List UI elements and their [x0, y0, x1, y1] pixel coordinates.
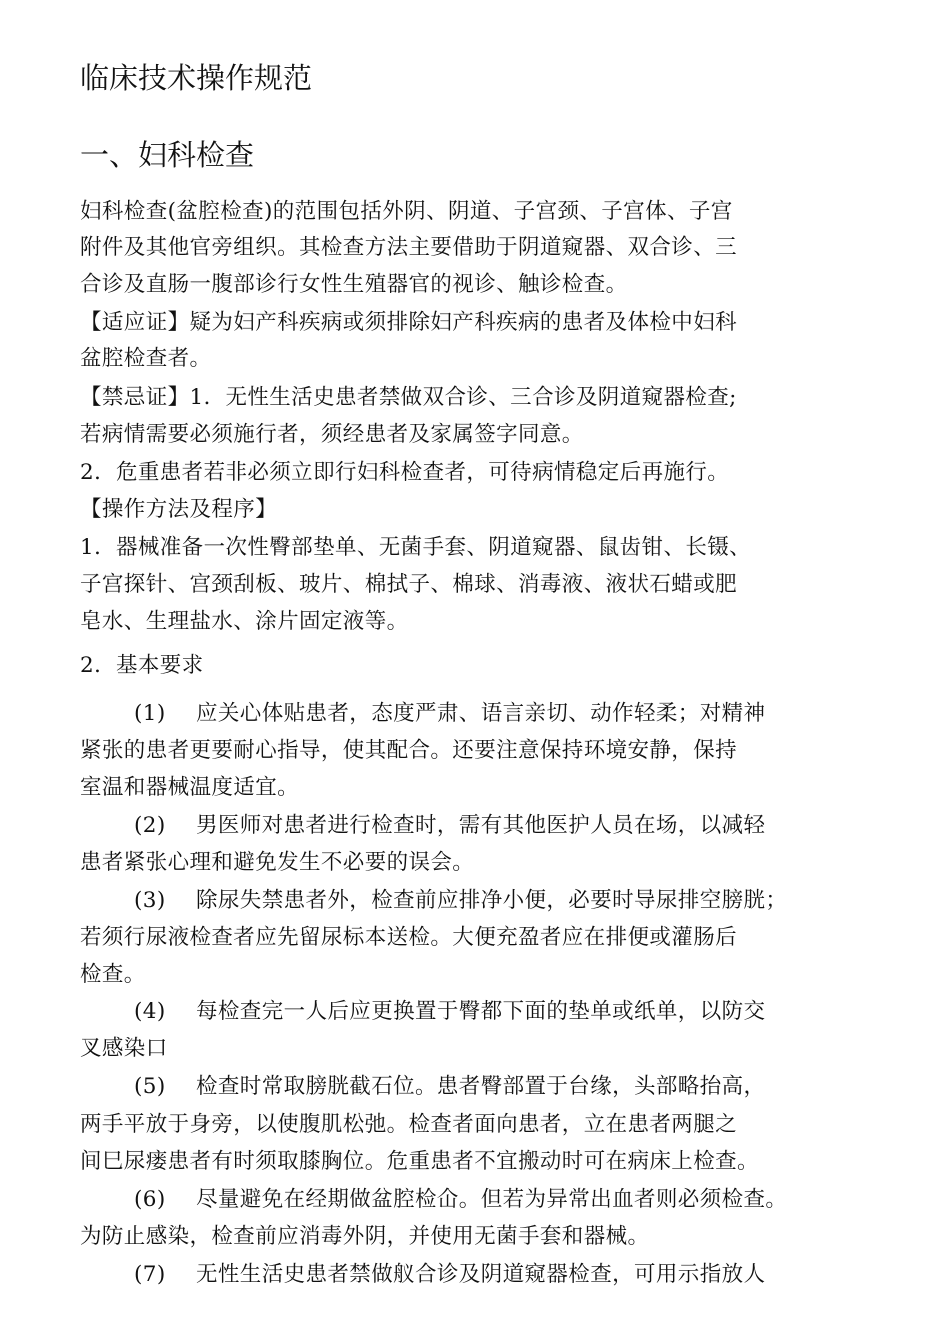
list-item	[134, 1072, 765, 1102]
paragraph-line: 合诊及直肠一腹部诊行女性生殖器官的视诊、触诊检查。	[80, 272, 628, 297]
list-item	[134, 1260, 765, 1290]
list-item-line: 检查。	[80, 962, 146, 987]
list-item	[134, 1185, 787, 1215]
list-item-number: (2)	[134, 813, 166, 838]
list-item-number: (7)	[134, 1262, 166, 1287]
list-item-number: (6)	[134, 1187, 166, 1212]
list-item-line: 紧张的患者更要耐心指导，使其配合。还要注意保持环境安静，保持	[80, 738, 738, 763]
list-item-text: 检查时常取膀胱截石位。患者臀部置于台缘，头部略抬高，	[196, 1074, 766, 1099]
paragraph-line: 附件及其他官旁组织。其检查方法主要借助于阴道窥器、双合诊、三	[80, 235, 738, 260]
procedure-line: 2．基本要求	[80, 653, 204, 678]
list-item-text: 除尿失禁患者外，检查前应排净小便，必要时导尿排空膀胱；	[196, 888, 788, 913]
procedure-line: 皂水、生理盐水、涂片固定液等。	[80, 609, 409, 634]
procedure-line: 子宫探针、宫颈刮板、玻片、棉拭子、棉球、消毒液、液状石蜡或肥	[80, 572, 738, 597]
list-item-number: (4)	[134, 999, 166, 1024]
indications-line: 盆腔检查者。	[80, 346, 212, 371]
document-title: 临床技术操作规范	[80, 61, 313, 95]
list-item-number: (5)	[134, 1074, 166, 1099]
list-item	[134, 811, 765, 841]
procedure-line: 1．器械准备一次性臀部垫单、无菌手套、阴道窥器、鼠齿钳、长镊、	[80, 535, 752, 560]
list-item-line: 患者紧张心理和避免发生不必要的误会。	[80, 850, 475, 875]
list-item-text: 每检查完一人后应更换置于臀都下面的垫单或纸单，以防交	[196, 999, 766, 1024]
list-item	[134, 699, 765, 729]
contraindications-line: 若病情需要必须施行者，须经患者及家属签字同意。	[80, 422, 584, 447]
contraindications-line: 2．危重患者若非必须立即行妇科检查者，可待病情稳定后再施行。	[80, 460, 730, 485]
section-title: 一、妇科检查	[80, 138, 255, 172]
list-item-line: 间巳尿瘘患者有时须取膝胸位。危重患者不宜搬动时可在病床上检查。	[80, 1149, 759, 1174]
list-item-text: 应关心体贴患者，态度严肃、语言亲切、动作轻柔；对精神	[196, 701, 766, 726]
list-item-line: 两手平放于身旁，以使腹肌松弛。检查者面向患者，立在患者两腿之	[80, 1112, 738, 1137]
procedure-heading: 【操作方法及程序】	[80, 497, 278, 522]
list-item	[134, 886, 787, 916]
contraindications-line: 【禁忌证】1．无性生活史患者禁做双合诊、三合诊及阴道窥器检查;	[80, 385, 737, 410]
list-item-text: 男医师对患者进行检查时，需有其他医护人员在场，以减轻	[196, 813, 766, 838]
list-item-line: 叉感染口	[80, 1036, 168, 1061]
list-item-text: 无性生活史患者禁做舣合诊及阴道窥器检查，可用示指放人	[196, 1262, 766, 1287]
list-item-line: 为防止感染，检查前应消毒外阴，并使用无菌手套和器械。	[80, 1224, 650, 1249]
list-item-line: 若须行尿液检查者应先留尿标本送检。大便充盈者应在排便或灌肠后	[80, 925, 738, 950]
list-item	[134, 997, 765, 1027]
list-item-number: (3)	[134, 888, 166, 913]
list-item-text: 尽量避免在经期做盆腔检仚。但若为异常出血者则必须检查。	[196, 1187, 788, 1212]
list-item-line: 室温和器械温度适宜。	[80, 775, 300, 800]
list-item-number: (1)	[134, 701, 166, 726]
indications-line: 【适应证】疑为妇产科疾病或须排除妇产科疾病的患者及体检中妇科	[80, 310, 738, 335]
paragraph-line: 妇科检查(盆腔检查)的范围包括外阴、阴道、子宫颈、子宫体、子宫	[80, 199, 733, 224]
